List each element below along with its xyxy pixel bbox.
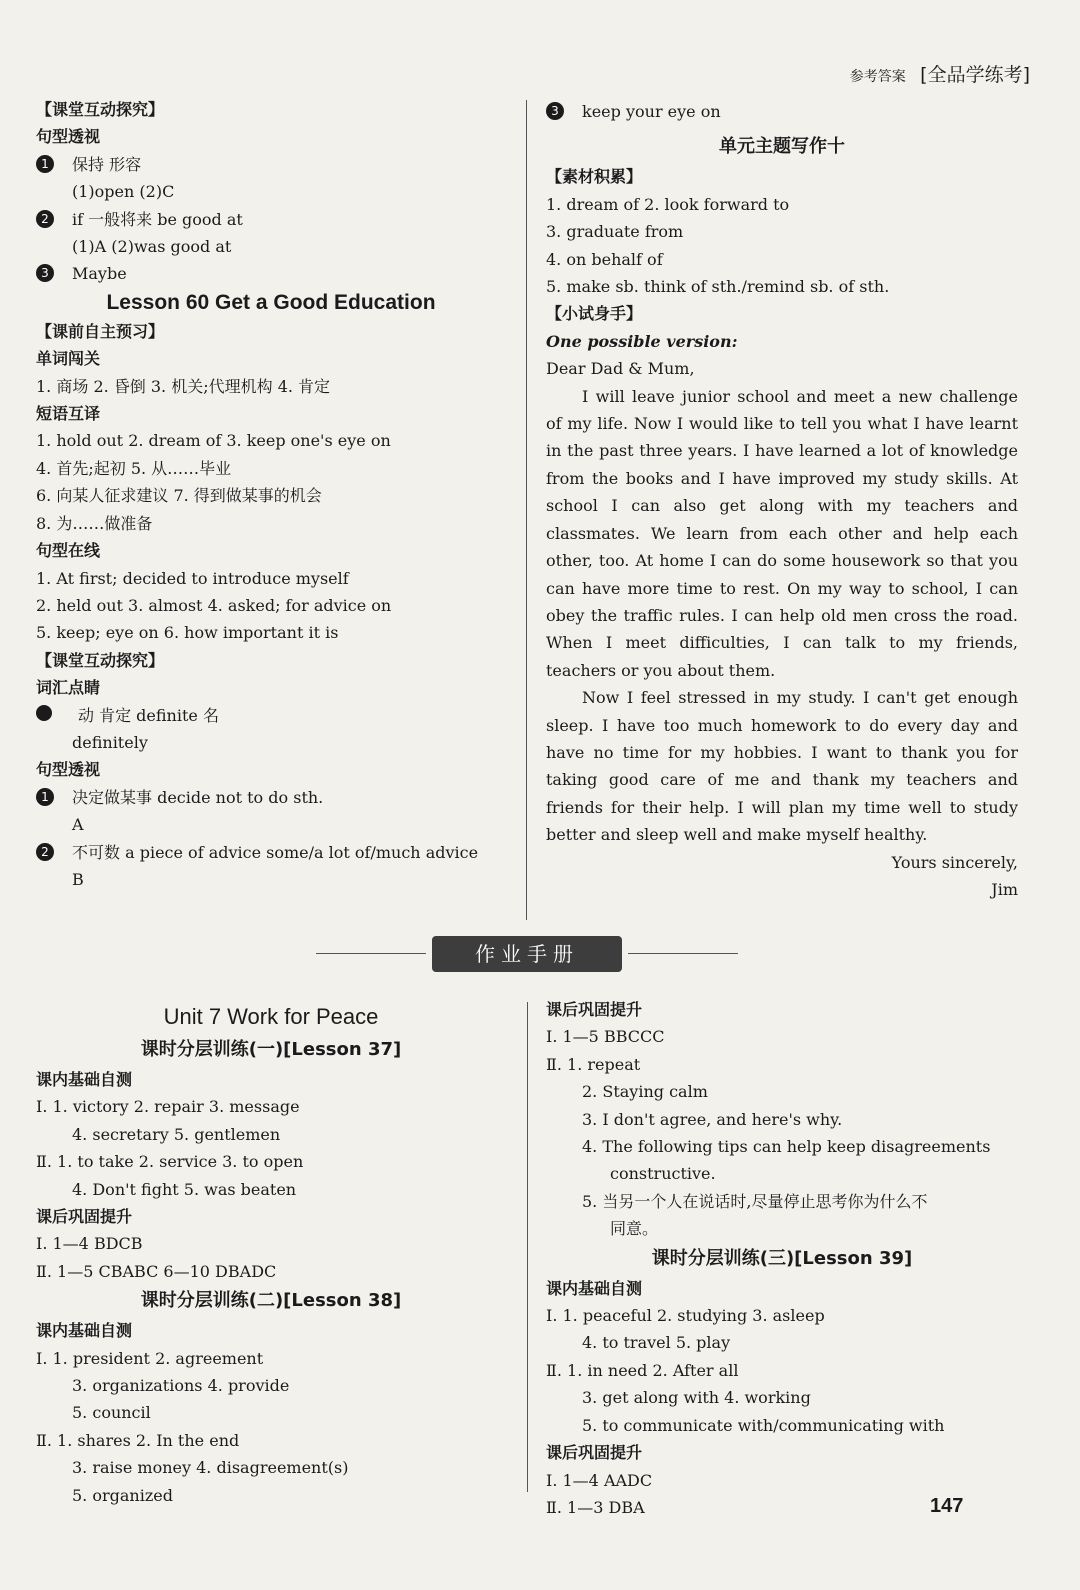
answer-line: Ⅱ. 1. to take 2. service 3. to open (36, 1152, 304, 1172)
right-column (546, 98, 1018, 903)
section-heading: 【小试身手】 (546, 304, 643, 324)
answer-line: 5. to communicate with/communicating with (582, 1415, 945, 1435)
numbered-answer (36, 839, 506, 866)
section-heading: 课后巩固提升 (546, 1443, 643, 1463)
section-heading: 课内基础自测 (36, 1321, 133, 1341)
list-item: 1. dream of 2. look forward to (546, 194, 790, 214)
bullet-icon (36, 705, 52, 721)
lesson-heading: 课时分层训练(二)[Lesson 38] (140, 1290, 402, 1312)
answer-line: definitely (72, 732, 148, 752)
section-heading: 词汇点睛 (36, 678, 101, 698)
column-divider-top (526, 100, 527, 920)
answer-line: 同意。 (610, 1219, 659, 1239)
page-header (850, 60, 1030, 87)
bottom-right-column (546, 996, 1018, 1521)
answer-line: 4. 首先;起初 5. 从……毕业 (36, 458, 232, 478)
answer-text: 不可数 a piece of advice some/a lot of/much advice (72, 842, 479, 862)
answer-line: 1. At first; decided to introduce myself (36, 568, 349, 588)
header-small-label: 参考答案 (849, 69, 906, 85)
answer-line: Ⅱ. 1—3 DBA (546, 1497, 645, 1517)
answer-line: 3. raise money 4. disagreement(s) (72, 1458, 349, 1478)
section-heading: 句型在线 (36, 541, 101, 561)
answer-line: Ⅰ. 1—5 BBCCC (546, 1027, 665, 1047)
circled-number-icon: 1 (36, 788, 54, 806)
letter-signature: Jim (991, 879, 1018, 899)
letter-greeting: Dear Dad & Mum, (546, 359, 695, 379)
circled-number-icon: 1 (36, 155, 54, 173)
numbered-answer (36, 784, 506, 811)
section-heading: 课内基础自测 (36, 1070, 133, 1089)
answer-line: Ⅱ. 1. repeat (546, 1054, 641, 1074)
section-heading: 【课前自主预习】 (36, 321, 165, 341)
answer-line (546, 98, 1018, 125)
numbered-answer (36, 206, 506, 233)
answer-line: 4. to travel 5. play (582, 1333, 731, 1353)
section-heading: 【素材积累】 (546, 167, 643, 187)
column-divider-bottom (527, 1002, 528, 1492)
version-label: One possible version: (546, 331, 738, 351)
answer-text: 决定做某事 decide not to do sth. (72, 787, 324, 807)
section-heading: 单词闯关 (36, 349, 101, 369)
letter-closing: Yours sincerely, (891, 852, 1018, 872)
answer-line: Ⅰ. 1—4 AADC (546, 1470, 653, 1490)
answer-text: Maybe (72, 264, 127, 284)
unit-title: Unit 7 Work for Peace (163, 1004, 379, 1029)
section-heading: 课后巩固提升 (546, 1000, 643, 1019)
circled-number-icon: 3 (546, 102, 564, 120)
answer-line: 2. Staying calm (582, 1082, 708, 1102)
answer-line: 6. 向某人征求建议 7. 得到做某事的机会 (36, 486, 322, 506)
answer-line: B (72, 869, 84, 889)
section-heading: 课后巩固提升 (36, 1207, 133, 1227)
answer-line: 5. organized (72, 1485, 173, 1505)
list-item: 3. graduate from (546, 222, 684, 242)
answer-line: Ⅰ. 1. peaceful 2. studying 3. asleep (546, 1306, 825, 1326)
answer-line: 4. secretary 5. gentlemen (72, 1124, 281, 1144)
answer-line: Ⅱ. 1. in need 2. After all (546, 1360, 739, 1380)
answer-line: 1. 商场 2. 昏倒 3. 机关;代理机构 4. 肯定 (36, 376, 331, 396)
answer-line: 3. get along with 4. working (582, 1388, 811, 1408)
list-item: 4. on behalf of (546, 249, 663, 269)
answer-line: constructive. (610, 1164, 716, 1184)
section-heading: 【课堂互动探究】 (36, 100, 165, 119)
answer-line: 3. organizations 4. provide (72, 1376, 290, 1396)
workbook-banner: 作业手册 (432, 936, 622, 972)
letter-paragraph: I will leave junior school and meet a new challenge of my life. Now I would like to tell you what I have learnt in the past three years. I have learned a lot of knowledge from the books and I have improved my study skills. At school I can also get along with my teachers and classmates. We learn from each other and help each other, too. At home I can do some housework so that you can have more time to rest. On my way to school, I can obey the traffic rules. I can help old men cross the road. When I meet difficulties, I can talk to my friends, teachers or you about them. (546, 386, 1018, 680)
answer-line: 2. held out 3. almost 4. asked; for advice on (36, 595, 392, 615)
answer-line: 1. hold out 2. dream of 3. keep one's eye on (36, 431, 391, 451)
section-heading: 句型透视 (36, 760, 101, 780)
answer-line: 5. council (72, 1403, 151, 1423)
bottom-left-column (36, 1000, 506, 1509)
section-heading: 课内基础自测 (546, 1278, 643, 1298)
answer-line: Ⅰ. 1. victory 2. repair 3. message (36, 1097, 300, 1117)
answer-text: 保持 形容 (72, 154, 142, 174)
answer-line: Ⅰ. 1. president 2. agreement (36, 1348, 264, 1368)
answer-line: (1)open (2)C (72, 182, 175, 202)
circled-number-icon: 2 (36, 210, 54, 228)
section-heading: 句型透视 (36, 127, 101, 147)
numbered-answer (36, 151, 506, 178)
bullet-answer (36, 702, 506, 729)
writing-title: 单元主题写作十 (719, 136, 845, 158)
left-column (36, 96, 506, 893)
letter-paragraph: Now I feel stressed in my study. I can't get enough sleep. I have too much homework to do every day and have no time for my hobbies. I want to thank you for taking good care of me and thank my teachers and friends for their help. I will plan my time well to study better and sleep well and make myself healthy. (546, 688, 1018, 845)
lesson-title: Lesson 60 Get a Good Education (106, 290, 436, 314)
answer-text: keep your eye on (582, 102, 721, 121)
lesson-heading: 课时分层训练(三)[Lesson 39] (651, 1247, 913, 1269)
answer-line: A (72, 815, 84, 835)
header-book-title: [全品学练考] (920, 64, 1030, 86)
answer-line: 4. The following tips can help keep disagreements (582, 1137, 991, 1157)
answer-line: 4. Don't fight 5. was beaten (72, 1179, 297, 1199)
lesson-heading: 课时分层训练(一)[Lesson 37] (140, 1039, 402, 1060)
answer-text: if 一般将来 be good at (72, 209, 243, 229)
list-item: 5. make sb. think of sth./remind sb. of sth. (546, 277, 890, 297)
section-heading: 短语互译 (36, 404, 101, 424)
circled-number-icon: 2 (36, 843, 54, 861)
answer-line: Ⅱ. 1. shares 2. In the end (36, 1430, 240, 1450)
answer-line: 8. 为……做准备 (36, 513, 153, 533)
answer-line: 3. I don't agree, and here's why. (582, 1109, 843, 1129)
answer-line: 5. keep; eye on 6. how important it is (36, 623, 339, 643)
answer-text: 动 肯定 definite 名 (78, 705, 219, 725)
answer-line: 5. 当另一个人在说话时,尽量停止思考你为什么不 (582, 1191, 928, 1211)
section-heading: 【课堂互动探究】 (36, 650, 165, 670)
page-number: 147 (930, 1495, 964, 1517)
answer-line: (1)A (2)was good at (72, 237, 232, 257)
numbered-answer (36, 260, 506, 287)
answer-line: Ⅱ. 1—5 CBABC 6—10 DBADC (36, 1261, 277, 1281)
circled-number-icon: 3 (36, 264, 54, 282)
answer-line: Ⅰ. 1—4 BDCB (36, 1234, 143, 1254)
